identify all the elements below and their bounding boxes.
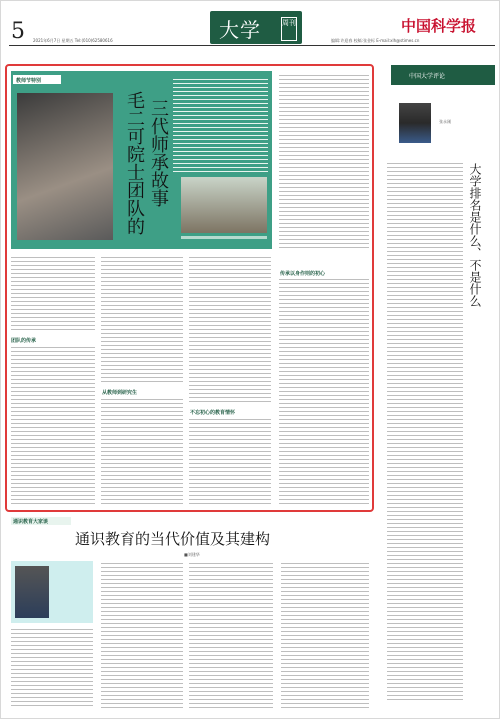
group-photo-caption: [181, 236, 267, 239]
article-subhead-3: 不忘初心的教育情怀: [190, 410, 236, 416]
article-col-1a: [11, 257, 95, 333]
sidebar-header-label: 中国大学评论: [409, 73, 446, 80]
feature-intro-text: [173, 79, 268, 174]
page-number: 5: [11, 19, 25, 44]
lower-col-3: [189, 563, 273, 709]
lower-tag: 通识教育大家谈: [13, 519, 49, 525]
portrait-photo: [17, 93, 113, 240]
sidebar-title: 大学排名是什么、不是什么: [468, 163, 482, 307]
author-photo: [399, 103, 431, 143]
lower-author: ■刘建华: [184, 552, 200, 557]
sidebar-text: [387, 163, 463, 703]
lower-author-photo: [15, 566, 49, 618]
article-col-4: [279, 279, 369, 507]
article-subhead-1: 团队的传承: [11, 338, 37, 344]
lower-col-2: [101, 563, 183, 709]
article-col-2b: [101, 399, 183, 507]
header-rule: [9, 45, 495, 46]
article-subhead-2: 从教师到研究生: [102, 390, 138, 396]
section-subtitle: 周刊: [281, 17, 297, 41]
newspaper-logo: 中国科学报: [401, 17, 477, 35]
feature-title-line2: 毛二可院士团队的: [124, 91, 145, 235]
column-tag: 教师节特别: [16, 78, 42, 84]
feature-title-line1: 三代师承故事: [148, 99, 169, 207]
article-col-2a: [101, 257, 183, 383]
author-name: 张永刚: [439, 119, 451, 124]
header-editor-line: 编辑:许迎春 校稿:张金标 E-mail:xlh@stimes.cn: [331, 38, 420, 43]
feature-right-column: [279, 75, 369, 251]
article-col-3b: [189, 419, 271, 507]
header-date-line: 2021年6月7日 星期五 Tel:(010)62580616: [33, 38, 113, 43]
lower-col-4: [281, 563, 369, 709]
lower-title: 通识教育的当代价值及其建构: [75, 530, 271, 548]
lower-col-1: [11, 629, 93, 709]
article-col-3a: [189, 257, 271, 403]
section-title: 大学: [219, 18, 261, 42]
group-photo: [181, 177, 267, 233]
article-col-1b: [11, 347, 95, 507]
right-subhead: 传承以身作则的初心: [280, 271, 326, 277]
